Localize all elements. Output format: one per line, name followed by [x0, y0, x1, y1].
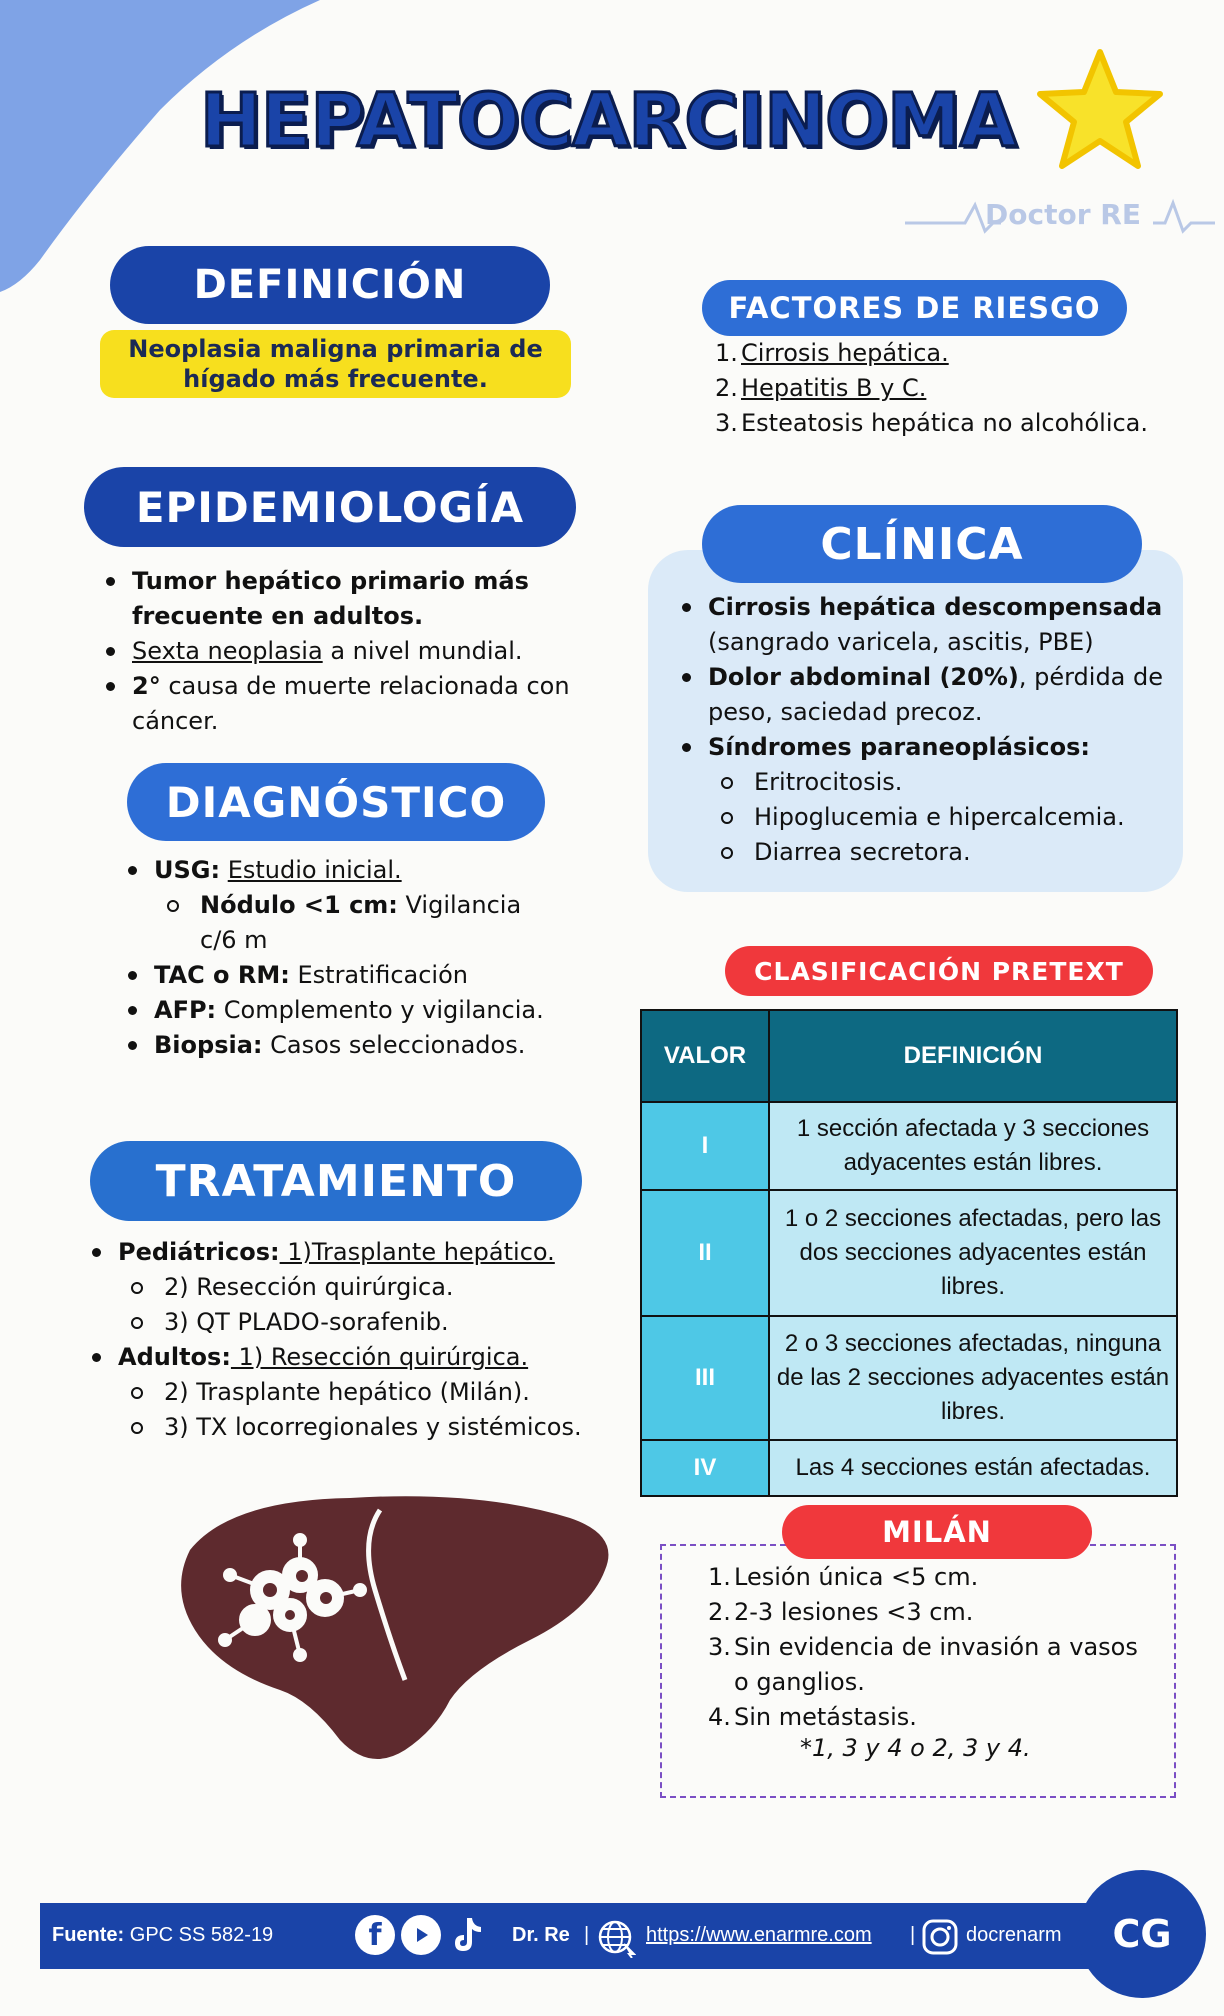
footer-separator: |: [584, 1924, 590, 1946]
column-header-valor: VALOR: [641, 1010, 769, 1102]
list-item: 4. Sin metástasis.: [708, 1703, 917, 1731]
milan-list: [708, 1560, 1158, 1735]
list-item: 1. Lesión única <5 cm.: [708, 1563, 979, 1591]
milan-note: *1, 3 y 4 o 2, 3 y 4.: [800, 1734, 1031, 1762]
clinica-list: [676, 590, 1176, 870]
factores-list: [715, 336, 1195, 441]
facebook-icon[interactable]: f: [355, 1915, 395, 1955]
globe-icon: [596, 1918, 636, 1958]
table-header-row: [641, 1010, 1177, 1102]
definicion-cell: 1 o 2 secciones afectadas, pero las dos secciones adyacentes están libres.: [769, 1190, 1177, 1316]
list-item: 2. 2-3 lesiones <3 cm.: [708, 1598, 974, 1626]
youtube-icon[interactable]: [401, 1915, 441, 1955]
table-row: [641, 1316, 1177, 1440]
pretext-heading: CLASIFICACIÓN PRETEXT: [725, 946, 1153, 996]
list-item: Hipoglucemia e hipercalcemia.: [676, 800, 1176, 835]
definicion-heading: DEFINICIÓN: [110, 246, 550, 324]
epidemiologia-heading: EPIDEMIOLOGÍA: [84, 467, 576, 547]
diagnostico-heading: DIAGNÓSTICO: [127, 763, 545, 841]
liver-tumor-illustration: [150, 1480, 640, 1780]
epidemiologia-list: [100, 564, 570, 739]
tiktok-icon[interactable]: [447, 1915, 487, 1955]
table-row: [641, 1102, 1177, 1190]
definicion-text: Neoplasia maligna primaria de hígado más frecuente.: [100, 330, 571, 398]
footer-author: Dr. Re: [512, 1924, 570, 1946]
list-item: Diarrea secretora.: [676, 835, 1176, 870]
tratamiento-list: [86, 1235, 606, 1445]
list-item: Adultos: 1) Resección quirúrgica.: [86, 1340, 606, 1375]
valor-cell: II: [641, 1190, 769, 1316]
social-icons: [355, 1915, 487, 1955]
valor-cell: III: [641, 1316, 769, 1440]
footer-source: Fuente: GPC SS 582-19: [52, 1924, 274, 1946]
star-icon: [1030, 46, 1170, 176]
list-item: TAC o RM: Estratificación: [122, 958, 562, 993]
list-item: Eritrocitosis.: [676, 765, 1176, 800]
clinica-heading: CLÍNICA: [702, 505, 1142, 583]
list-item: Nódulo <1 cm: Vigilancia c/6 m: [122, 888, 562, 958]
valor-cell: I: [641, 1102, 769, 1190]
list-item: AFP: Complemento y vigilancia.: [122, 993, 562, 1028]
factores-heading: FACTORES DE RIESGO: [702, 280, 1127, 336]
valor-cell: IV: [641, 1440, 769, 1496]
definicion-cell: 2 o 3 secciones afectadas, ninguna de las 2 secciones adyacentes están libres.: [769, 1316, 1177, 1440]
list-item: 2) Resección quirúrgica.: [86, 1270, 606, 1305]
list-item: Tumor hepático primario más frecuente en adultos.: [100, 564, 570, 634]
list-item: USG: Estudio inicial.: [122, 853, 562, 888]
website-link[interactable]: https://www.enarmre.com: [646, 1924, 872, 1946]
list-item: Biopsia: Casos seleccionados.: [122, 1028, 562, 1063]
diagnostico-list: [122, 853, 562, 1063]
instagram-handle[interactable]: docrenarm: [966, 1924, 1062, 1946]
table-row: [641, 1190, 1177, 1316]
list-item: Dolor abdominal (20%), pérdida de peso, saciedad precoz.: [676, 660, 1176, 730]
list-item: 2° causa de muerte relacionada con cáncer.: [100, 669, 570, 739]
milan-heading: MILÁN: [782, 1505, 1092, 1559]
list-item: Pediátricos: 1)Trasplante hepático.: [86, 1235, 606, 1270]
list-item: Cirrosis hepática descompensada (sangrado varicela, ascitis, PBE): [676, 590, 1176, 660]
cg-badge: CG: [1078, 1870, 1206, 1998]
page-title: HEPATOCARCINOMA: [200, 78, 1016, 164]
instagram-icon[interactable]: [920, 1917, 960, 1957]
column-header-definicion: DEFINICIÓN: [769, 1010, 1177, 1102]
list-item: 2. Hepatitis B y C.: [715, 374, 927, 402]
list-item: Sexta neoplasia a nivel mundial.: [100, 634, 570, 669]
list-item: 1. Cirrosis hepática.: [715, 339, 949, 367]
table-row: [641, 1440, 1177, 1496]
list-item: 3) TX locorregionales y sistémicos.: [86, 1410, 606, 1445]
brand-logo: Doctor RE: [985, 198, 1141, 231]
tratamiento-heading: TRATAMIENTO: [90, 1141, 582, 1221]
list-item: 2) Trasplante hepático (Milán).: [86, 1375, 606, 1410]
definicion-cell: 1 sección afectada y 3 secciones adyacentes están libres.: [769, 1102, 1177, 1190]
pretext-table: [640, 1009, 1178, 1497]
list-item: 3. Esteatosis hepática no alcohólica.: [715, 409, 1149, 437]
list-item: Síndromes paraneoplásicos:: [676, 730, 1176, 765]
definicion-cell: Las 4 secciones están afectadas.: [769, 1440, 1177, 1496]
list-item: 3. Sin evidencia de invasión a vasos o ganglios.: [708, 1633, 1138, 1696]
list-item: 3) QT PLADO-sorafenib.: [86, 1305, 606, 1340]
footer-separator: |: [910, 1924, 916, 1946]
